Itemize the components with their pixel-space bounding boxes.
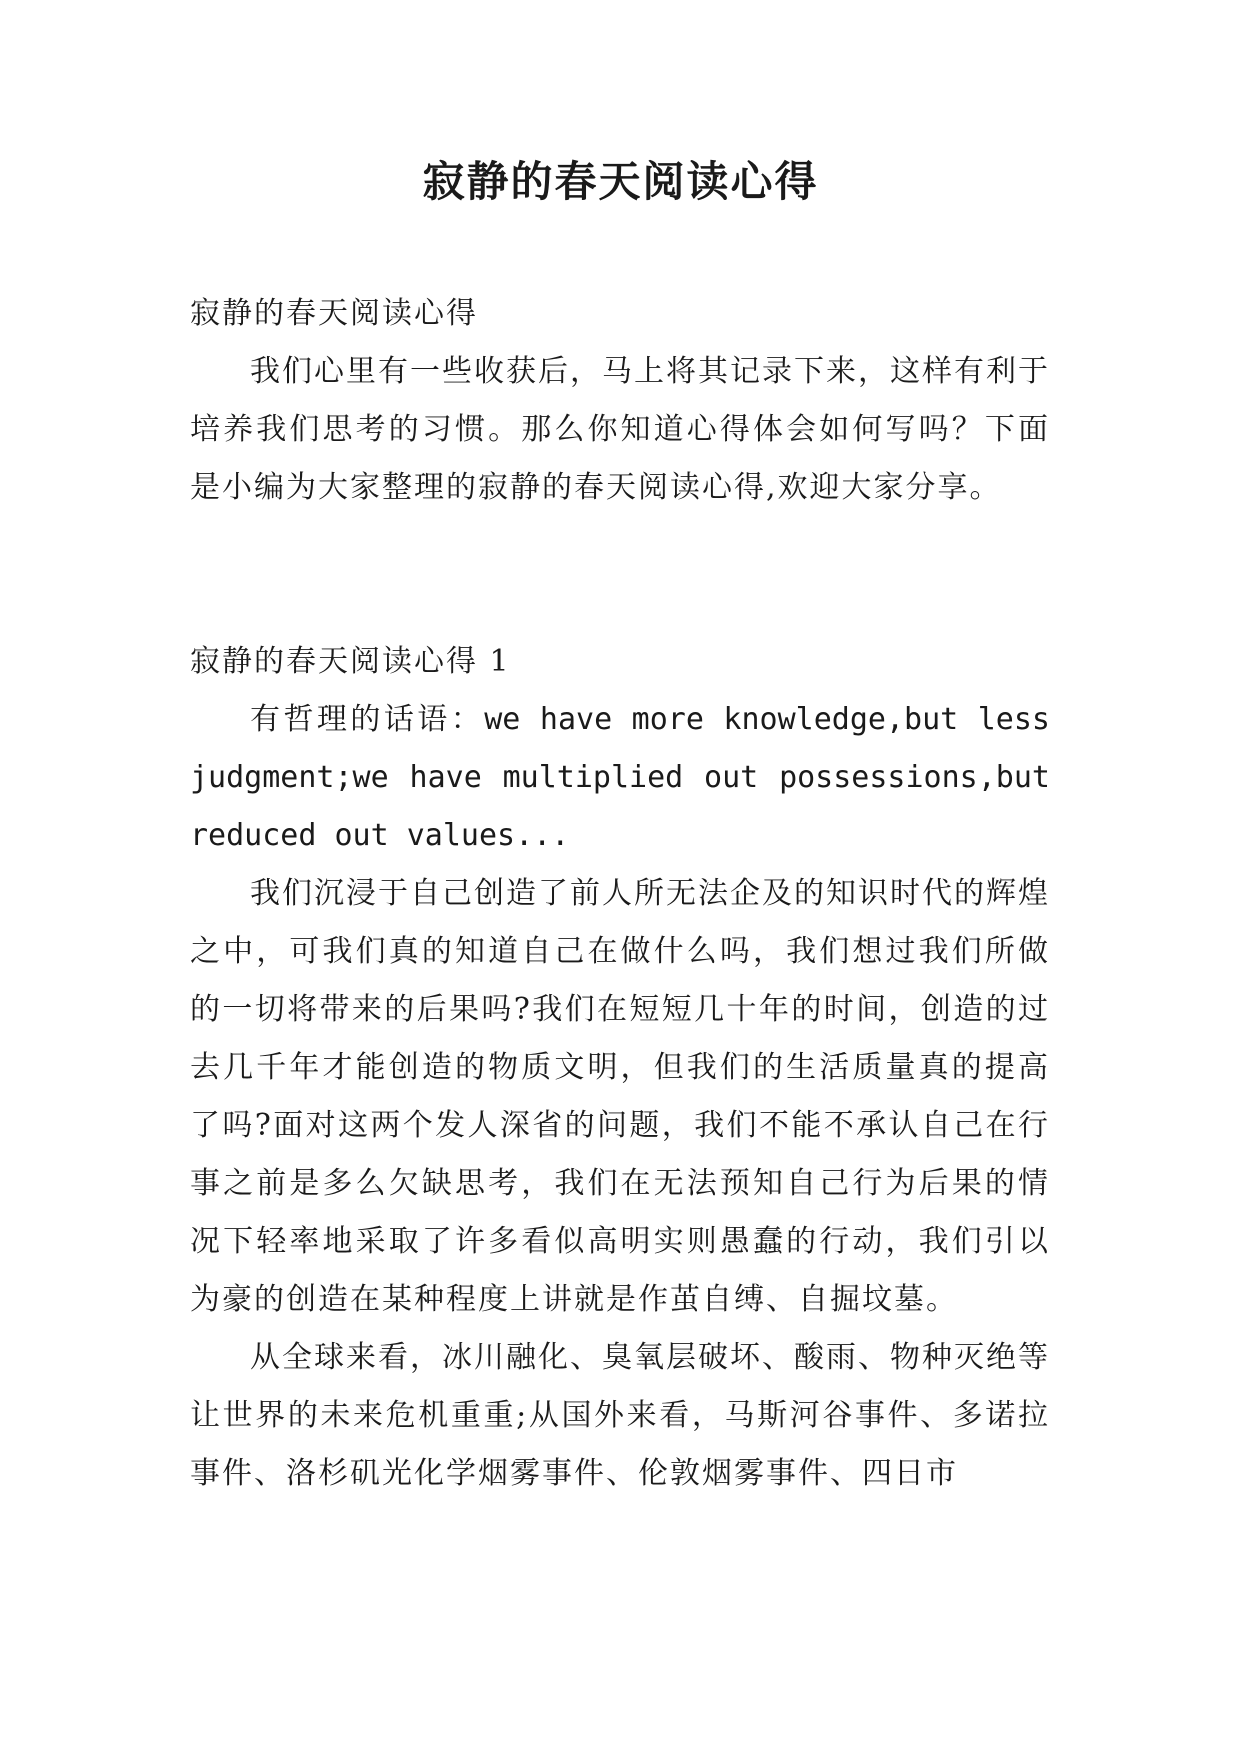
quote-paragraph [190, 691, 1050, 865]
intro-paragraph: 我们心里有一些收获后，马上将其记录下来，这样有利于培养我们思考的习惯。那么你知道心得体会如何写吗？下面是小编为大家整理的寂静的春天阅读心得,欢迎大家分享。 [190, 354, 1050, 505]
body-paragraph-1: 我们沉浸于自己创造了前人所无法企及的知识时代的辉煌之中，可我们真的知道自己在做什么吗，我们想过我们所做的一切将带来的后果吗?我们在短短几十年的时间，创造的过去几千年才能创造的物质文明，但我们的生活质量真的提高了吗?面对这两个发人深省的问题，我们不能不承认自己在行事之前是多么欠缺思考，我们在无法预知自己行为后果的情况下轻率地采取了许多看似高明实则愚蠢的行动，我们引以为豪的创造在某种程度上讲就是作茧自缚、自掘坟墓。 [190, 876, 1050, 1317]
quote-prefix: 有哲理的话语： [250, 702, 485, 737]
section-heading: 寂静的春天阅读心得 1 [190, 644, 511, 679]
document-body [190, 285, 1050, 1503]
body-paragraph-2: 从全球来看，冰川融化、臭氧层破坏、酸雨、物种灭绝等让世界的未来危机重重;从国外来看，马斯河谷事件、多诺拉事件、洛杉矶光化学烟雾事件、伦敦烟雾事件、四日市 [190, 1340, 1050, 1491]
section-spacer [190, 517, 1050, 633]
document-subtitle: 寂静的春天阅读心得 [190, 296, 478, 331]
quote-english: we have more knowledge,but less judgment;we have multiplied out possessions,but reduced out values... [190, 702, 1050, 853]
document-title: 寂静的春天阅读心得 [422, 157, 819, 206]
